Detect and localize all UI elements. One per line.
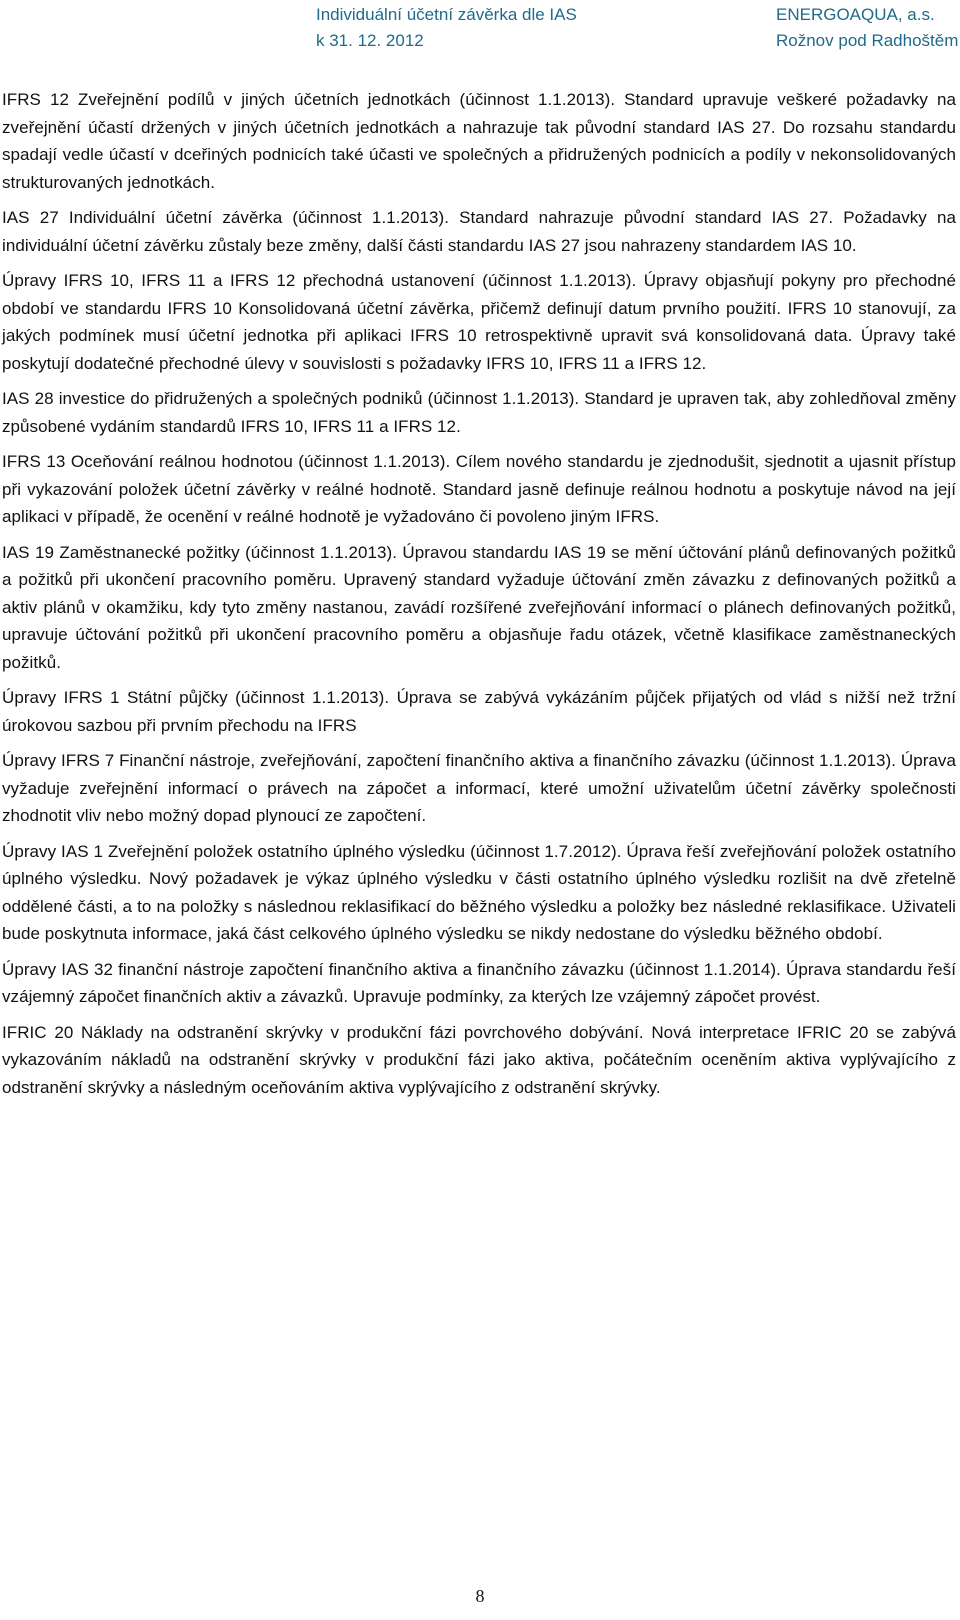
- header-document-title: Individuální účetní závěrka dle IAS: [316, 5, 577, 24]
- paragraph-ifrs-12: IFRS 12 Zveřejnění podílů v jiných účetních jednotkách (účinnost 1.1.2013). Standard upravuje veškeré požadavky na zveřejnění účastí držených v jiných účetních jednotkách a nahrazuje tak původní standard IAS 27. Do rozsahu standardu spadají vedle účastí v dceřiných podnicích také účasti ve společných a přidružených podnicích a podíly v nekonsolidovaných strukturovaných jednotkách.: [2, 90, 956, 192]
- paragraph-ifric-20: IFRIC 20 Náklady na odstranění skrývky v produkční fázi povrchového dobývání. Nová interpretace IFRIC 20 se zabývá vykazováním nákladů na odstranění skrývky v produkční fázi jako aktiva, počátečním oceněním aktiva vyplývajícího z odstranění skrývky a následným oceňováním aktiva vyplývajícího z odstranění skrývky.: [2, 1022, 956, 1097]
- paragraph-ias-27: IAS 27 Individuální účetní závěrka (účinnost 1.1.2013). Standard nahrazuje původní standard IAS 27. Požadavky na individuální účetní závěrku zůstaly beze změny, další části standardu IAS 27 jsou nahrazeny standardem IAS 10.: [2, 208, 956, 255]
- header-left: [316, 2, 577, 54]
- paragraph-ifrs-1: Úpravy IFRS 1 Státní půjčky (účinnost 1.1.2013). Úprava se zabývá vykázáním půjček přijatých od vlád s nižší než tržní úrokovou sazbou při prvním přechodu na IFRS: [2, 688, 956, 735]
- header-right: [776, 2, 958, 54]
- document-body: [2, 86, 956, 1109]
- paragraph-ifrs-7: Úpravy IFRS 7 Finanční nástroje, zveřejňování, započtení finančního aktiva a finančního závazku (účinnost 1.1.2013). Úprava vyžaduje zveřejnění informací o právech na zápočet a informací, které umožní uživatelům účetní závěrky společnosti zhodnotit vliv nebo možný dopad plynoucí ze započtení.: [2, 751, 956, 825]
- page-number: 8: [475, 1586, 485, 1606]
- page-header: [0, 2, 960, 54]
- paragraph-ifrs-13: IFRS 13 Oceňování reálnou hodnotou (účinnost 1.1.2013). Cílem nového standardu je zjednodušit, sjednotit a ujasnit přístup při vykazování položek účetní závěrky v reálné hodnotě. Standard jasně definuje reálnou hodnotu a poskytuje návod na její aplikaci v případě, že ocenění v reálné hodnotě je vyžadováno či povoleno jiným IFRS.: [2, 452, 956, 526]
- paragraph-ias-1: Úpravy IAS 1 Zveřejnění položek ostatního úplného výsledku (účinnost 1.7.2012). Úprava řeší zveřejňování položek ostatního úplného výsledku. Nový požadavek je výkaz úplného výsledku v části ostatního úplného výsledku rozlišit na dvě zřetelně oddělené části, a to na položky s následnou reklasifikací do běžného výsledku a položky bez následné reklasifikace. Uživateli bude poskytnuta informace, jaká část celkového úplného výsledku se nikdy nedostane do výsledku běžného období.: [2, 841, 956, 943]
- paragraph-ias-28: IAS 28 investice do přidružených a společných podniků (účinnost 1.1.2013). Standard je upraven tak, aby zohledňoval změny způsobené vydáním standardů IFRS 10, IFRS 11 a IFRS 12.: [2, 389, 956, 436]
- header-location: Rožnov pod Radhoštěm: [776, 31, 959, 50]
- header-date: k 31. 12. 2012: [316, 31, 424, 50]
- header-company: ENERGOAQUA, a.s.: [776, 5, 935, 24]
- paragraph-ias-32: Úpravy IAS 32 finanční nástroje započtení finančního aktiva a finančního závazku (účinnost 1.1.2014). Úprava standardu řeší vzájemný zápočet finančních aktiv a závazků. Upravuje podmínky, za kterých lze vzájemný zápočet provést.: [2, 959, 956, 1006]
- paragraph-ifrs-10-11-12: Úpravy IFRS 10, IFRS 11 a IFRS 12 přechodná ustanovení (účinnost 1.1.2013). Úpravy objasňují pokyny pro přechodné období ve standardu IFRS 10 Konsolidovaná účetní závěrka, přičemž definují datum prvního použití. IFRS 10 stanovují, za jakých podmínek musí účetní jednotka při aplikaci IFRS 10 retrospektivně upravit svá konsolidovaná data. Úpravy také poskytují dodatečné přechodné úlevy v souvislosti s požadavky IFRS 10, IFRS 11 a IFRS 12.: [2, 271, 956, 373]
- paragraph-ias-19: IAS 19 Zaměstnanecké požitky (účinnost 1.1.2013). Úpravou standardu IAS 19 se mění účtování plánů definovaných požitků a požitků při ukončení pracovního poměru. Upravený standard vyžaduje účtování změn závazku z definovaných požitků a aktiv plánů v okamžiku, kdy tyto změny nastanou, zavádí rozšířené zveřejňování informací o plánech definovaných požitků, upravuje účtování požitků při ukončení pracovního poměru a objasňuje řadu otázek, včetně klasifikace zaměstnaneckých požitků.: [2, 542, 956, 672]
